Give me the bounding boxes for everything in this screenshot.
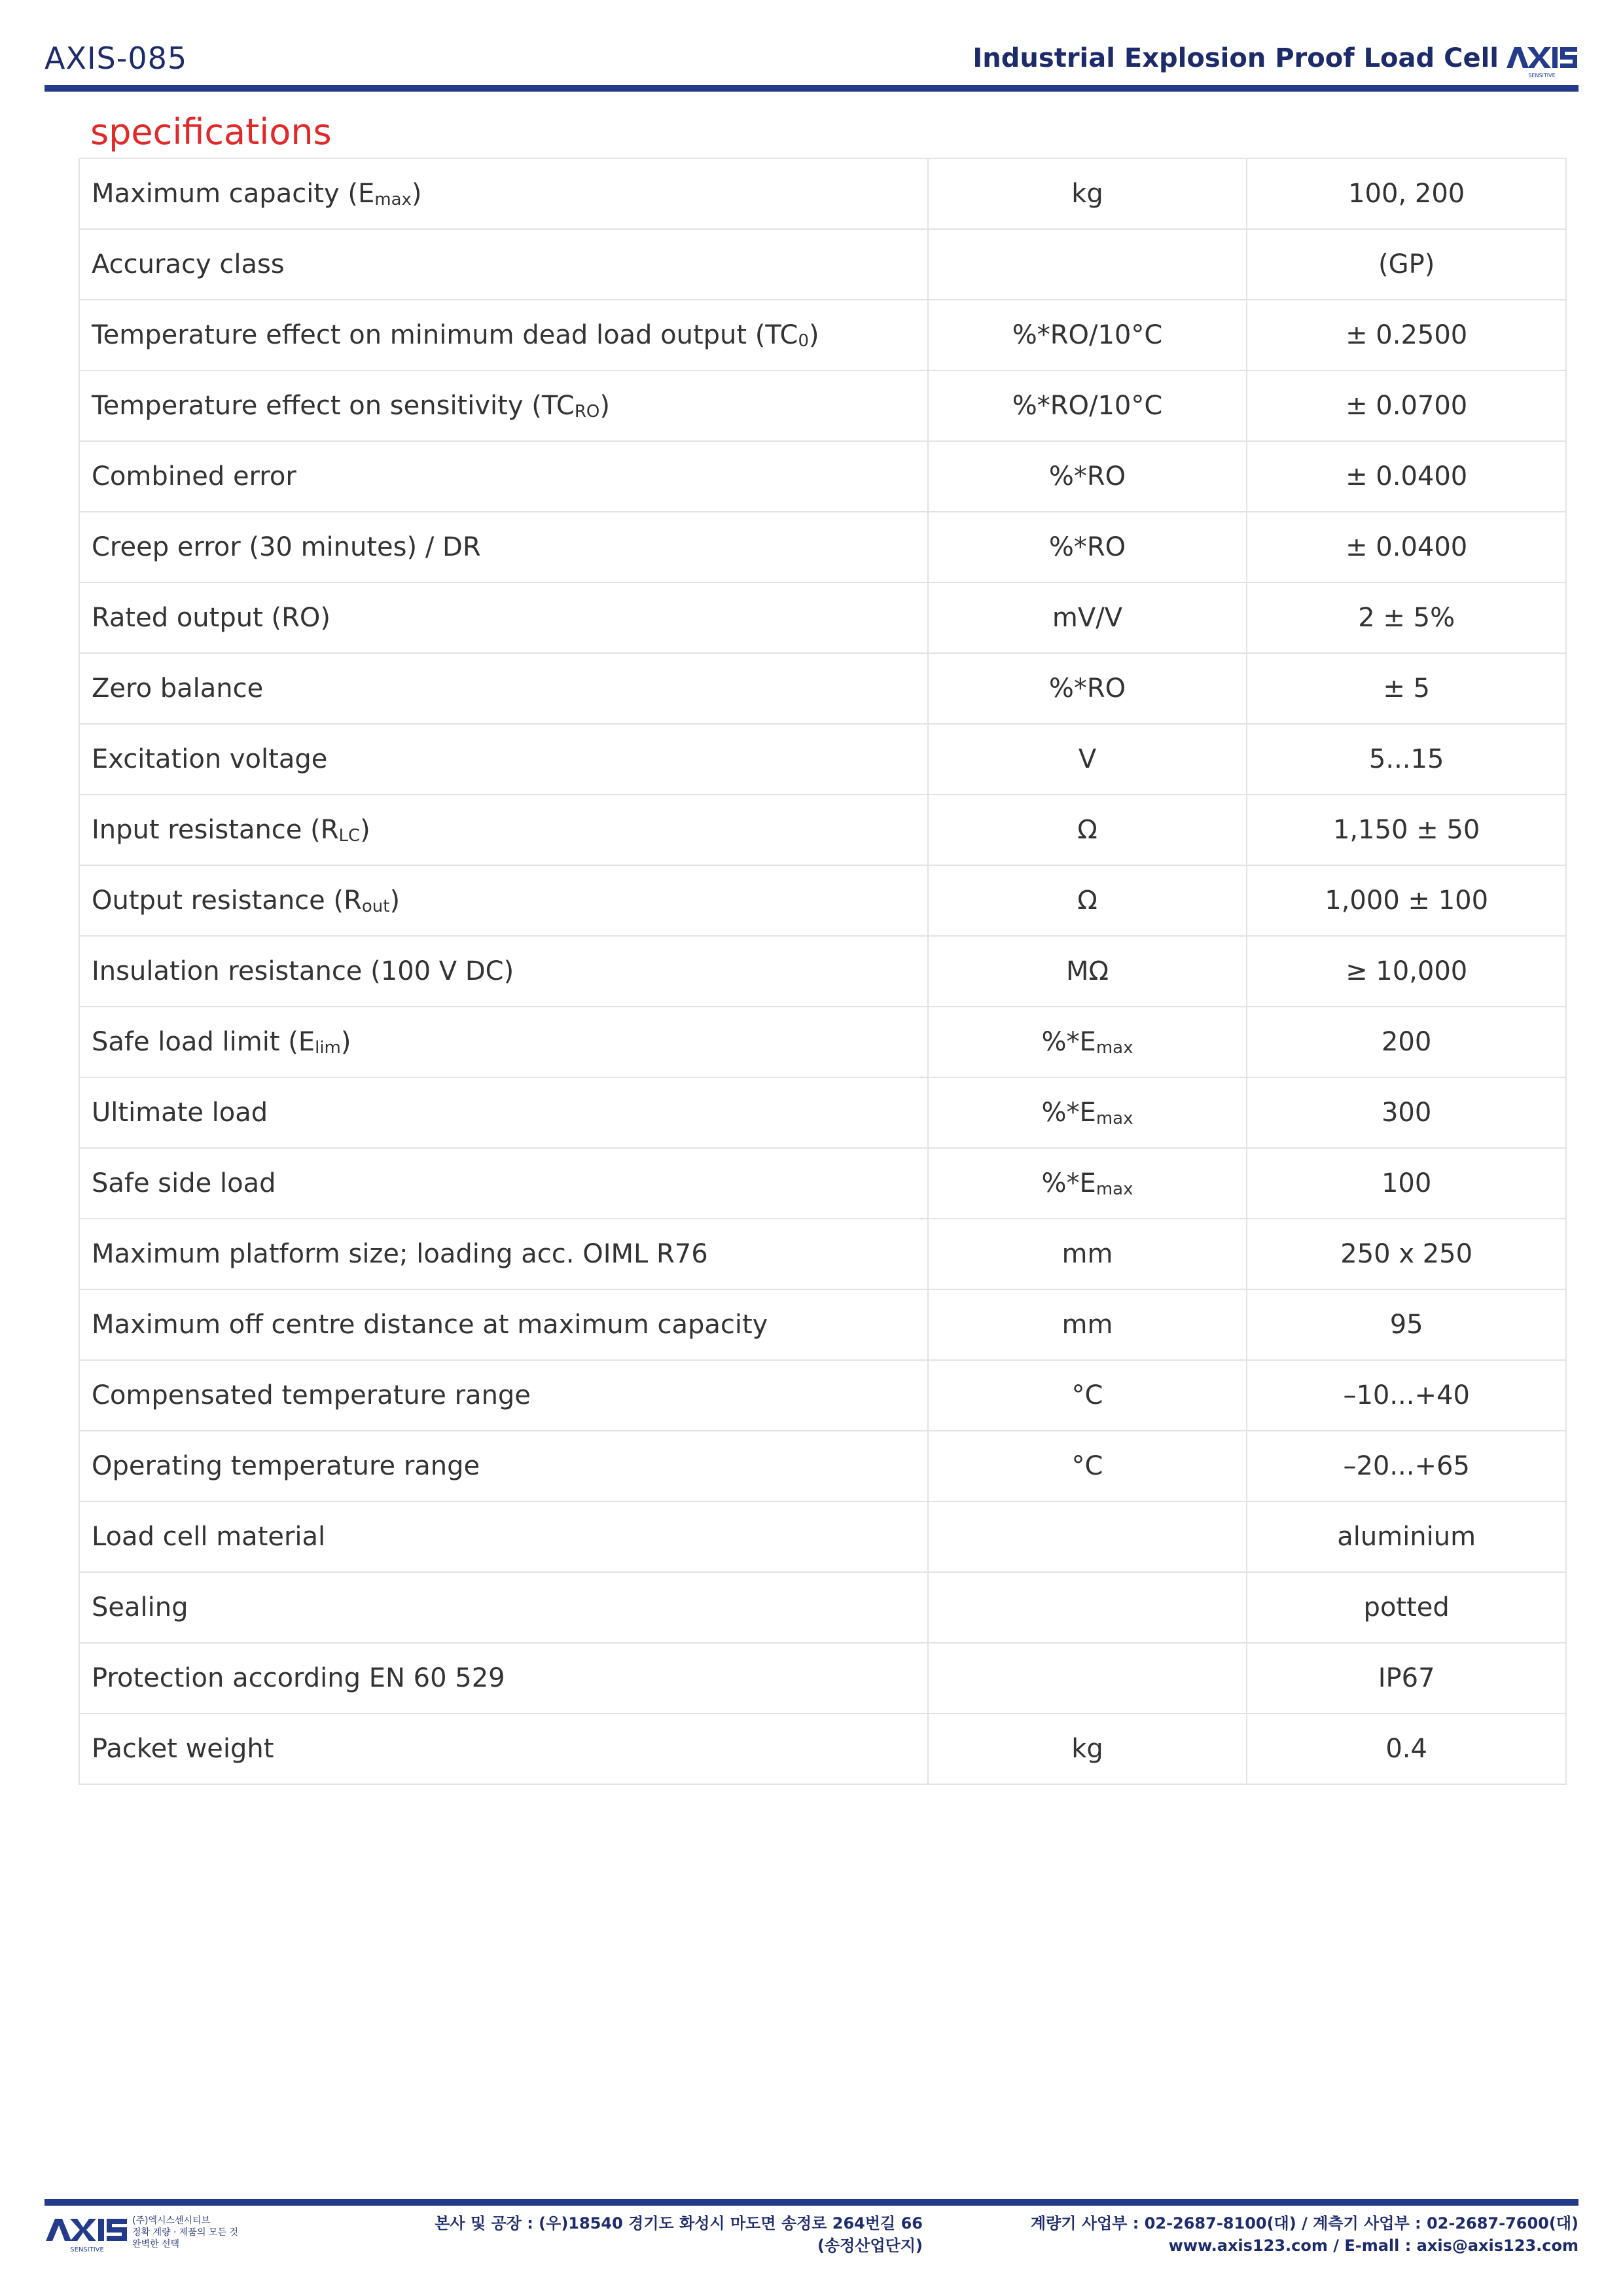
spec-name: Sealing	[79, 1572, 928, 1643]
spec-value: 1,000 ± 100	[1247, 865, 1566, 936]
spec-value: aluminium	[1247, 1501, 1566, 1572]
spec-row	[79, 1007, 1566, 1077]
spec-row	[79, 1289, 1566, 1360]
spec-unit: %*RO	[928, 512, 1247, 583]
spec-unit	[928, 1643, 1247, 1713]
spec-row	[79, 1148, 1566, 1219]
specifications-table	[79, 158, 1567, 1785]
spec-unit: %*RO	[928, 653, 1247, 724]
spec-value: 0.4	[1247, 1713, 1566, 1784]
spec-value: –10...+40	[1247, 1360, 1566, 1431]
spec-name: Load cell material	[79, 1501, 928, 1572]
address-line-2: (송정산업단지)	[817, 2236, 923, 2255]
spec-value: (GP)	[1247, 229, 1566, 300]
spec-row	[79, 158, 1566, 229]
spec-unit: V	[928, 724, 1247, 795]
spec-row	[79, 1713, 1566, 1784]
footer-address	[406, 2212, 923, 2257]
spec-unit: %*RO/10°C	[928, 300, 1247, 370]
spec-unit: °C	[928, 1431, 1247, 1501]
spec-value: 200	[1247, 1007, 1566, 1077]
company-name: (주)엑시스센시티브	[132, 2215, 211, 2226]
footer-contact	[990, 2212, 1578, 2257]
footer-logo-subtext: SENSITIVE	[70, 2246, 104, 2253]
spec-unit: %*Emax	[928, 1077, 1247, 1148]
spec-row	[79, 1501, 1566, 1572]
spec-unit: mV/V	[928, 583, 1247, 653]
spec-name: Combined error	[79, 441, 928, 512]
spec-value: 100, 200	[1247, 158, 1566, 229]
contact-phone: 계량기 사업부 : 02-2687-8100(대) / 계측기 사업부 : 02-2687-7600(대)	[1030, 2214, 1578, 2233]
spec-row	[79, 370, 1566, 441]
spec-name: Excitation voltage	[79, 724, 928, 795]
header-rule	[45, 85, 1578, 92]
spec-unit: %*Emax	[928, 1007, 1247, 1077]
spec-unit: %*Emax	[928, 1148, 1247, 1219]
spec-name: Safe side load	[79, 1148, 928, 1219]
spec-row	[79, 1219, 1566, 1289]
spec-name: Maximum platform size; loading acc. OIML R76	[79, 1219, 928, 1289]
spec-name: Operating temperature range	[79, 1431, 928, 1501]
spec-name: Compensated temperature range	[79, 1360, 928, 1431]
spec-name: Accuracy class	[79, 229, 928, 300]
axis-logo	[1505, 43, 1578, 80]
spec-value: potted	[1247, 1572, 1566, 1643]
spec-name: Output resistance (Rout)	[79, 865, 928, 936]
footer-axis-logo	[45, 2215, 130, 2254]
spec-value: 100	[1247, 1148, 1566, 1219]
spec-name: Safe load limit (Elim)	[79, 1007, 928, 1077]
spec-row	[79, 1360, 1566, 1431]
document-title: Industrial Explosion Proof Load Cell	[972, 43, 1499, 73]
spec-unit: kg	[928, 1713, 1247, 1784]
spec-value: ± 0.0700	[1247, 370, 1566, 441]
document-model: AXIS-085	[45, 41, 188, 76]
spec-name: Maximum capacity (Emax)	[79, 158, 928, 229]
footer-rule	[45, 2199, 1578, 2206]
spec-name: Temperature effect on sensitivity (TCRO)	[79, 370, 928, 441]
spec-row	[79, 795, 1566, 865]
spec-row	[79, 1572, 1566, 1643]
spec-row	[79, 583, 1566, 653]
spec-value: 95	[1247, 1289, 1566, 1360]
spec-unit	[928, 1572, 1247, 1643]
spec-value: 250 x 250	[1247, 1219, 1566, 1289]
spec-unit: MΩ	[928, 936, 1247, 1007]
spec-name: Creep error (30 minutes) / DR	[79, 512, 928, 583]
spec-unit	[928, 229, 1247, 300]
spec-value: 2 ± 5%	[1247, 583, 1566, 653]
spec-row	[79, 653, 1566, 724]
spec-value: ± 0.0400	[1247, 441, 1566, 512]
spec-row	[79, 229, 1566, 300]
spec-unit: °C	[928, 1360, 1247, 1431]
spec-value: ± 5	[1247, 653, 1566, 724]
footer-company	[132, 2215, 238, 2250]
spec-unit: Ω	[928, 865, 1247, 936]
contact-web-email: www.axis123.com / E-mall : axis@axis123.com	[1168, 2236, 1578, 2255]
spec-name: Packet weight	[79, 1713, 928, 1784]
spec-row	[79, 441, 1566, 512]
spec-row	[79, 512, 1566, 583]
spec-name: Temperature effect on minimum dead load output (TC0)	[79, 300, 928, 370]
spec-name: Input resistance (RLC)	[79, 795, 928, 865]
spec-value: 1,150 ± 50	[1247, 795, 1566, 865]
spec-row	[79, 724, 1566, 795]
spec-value: –20...+65	[1247, 1431, 1566, 1501]
spec-name: Ultimate load	[79, 1077, 928, 1148]
spec-unit: mm	[928, 1289, 1247, 1360]
spec-row	[79, 865, 1566, 936]
spec-value: 5...15	[1247, 724, 1566, 795]
spec-unit: kg	[928, 158, 1247, 229]
spec-name: Maximum off centre distance at maximum capacity	[79, 1289, 928, 1360]
spec-unit: %*RO/10°C	[928, 370, 1247, 441]
spec-row	[79, 936, 1566, 1007]
spec-name: Zero balance	[79, 653, 928, 724]
spec-unit: mm	[928, 1219, 1247, 1289]
company-slogan-2: 완벽한 선택	[132, 2239, 180, 2250]
spec-value: 300	[1247, 1077, 1566, 1148]
spec-unit: Ω	[928, 795, 1247, 865]
spec-name: Protection according EN 60 529	[79, 1643, 928, 1713]
spec-value: ≥ 10,000	[1247, 936, 1566, 1007]
address-line-1: 본사 및 공장 : (우)18540 경기도 화성시 마도면 송정로 264번길 66	[435, 2214, 923, 2233]
spec-row	[79, 1431, 1566, 1501]
spec-value: ± 0.0400	[1247, 512, 1566, 583]
logo-subtext: SENSITIVE	[1528, 73, 1556, 79]
spec-row	[79, 1643, 1566, 1713]
section-title: specifications	[90, 111, 332, 152]
spec-value: ± 0.2500	[1247, 300, 1566, 370]
spec-value: IP67	[1247, 1643, 1566, 1713]
spec-unit: %*RO	[928, 441, 1247, 512]
spec-row	[79, 300, 1566, 370]
spec-name: Insulation resistance (100 V DC)	[79, 936, 928, 1007]
spec-unit	[928, 1501, 1247, 1572]
spec-name: Rated output (RO)	[79, 583, 928, 653]
company-slogan-1: 정확 계량 · 제품의 모든 것	[132, 2227, 238, 2238]
spec-row	[79, 1077, 1566, 1148]
